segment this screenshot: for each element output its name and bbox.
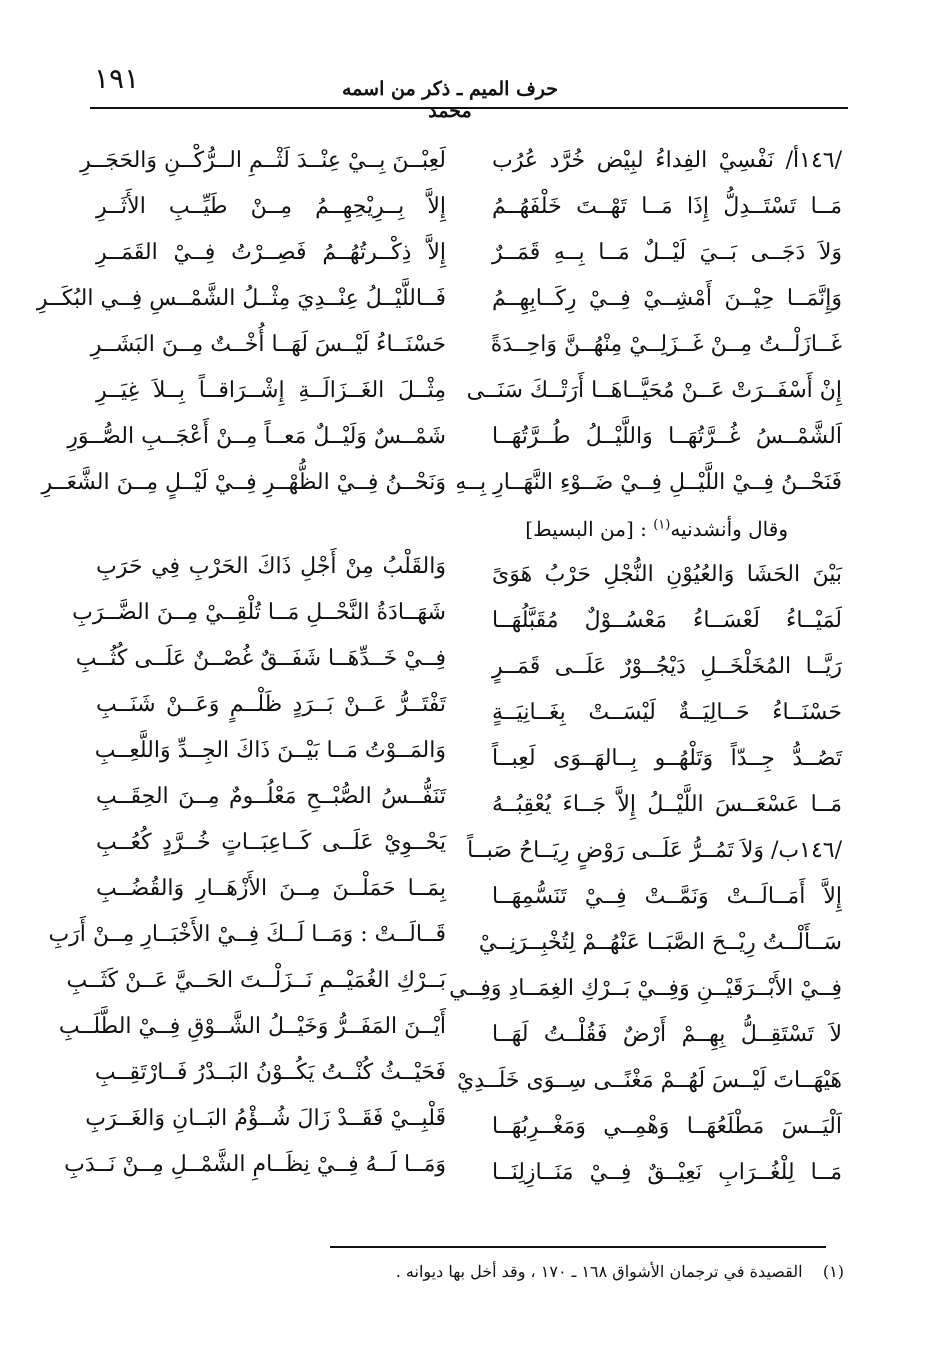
verse-hemistich: لَعِبْــنَ بِــيْ عِنْــدَ لَثْــمِ الــرُّكْــنِ وَالحَجَــرِ [80, 148, 446, 173]
verse-hemistich: اَلْيَــسَ مَطْلَعُهَــا وَهْمِــي وَمَغْــرِبُهَــا [492, 1114, 842, 1139]
left-column-poem-2 [48, 544, 446, 1188]
verse-hemistich: لاَ تَسْتَقِــلُّ بِهِــمْ أَرْضٌ فَقُلْــتُ لَهَــا [492, 1022, 842, 1047]
verse-hemistich: شَهَــادَةُ النَّحْــلِ مَــا تُلْقِــيْ مِــنَ الضَّــرَبِ [72, 600, 446, 625]
verse-hemistich: فِــيْ الأَبْــرَقَيْــنِ وَفِــيْ بَــرْكِ الغِمَــادِ وَفِــي [449, 976, 842, 1001]
verse-hemistich: /١٤٦ب/ وَلاَ تَمُــرُّ عَلَــى رَوْضٍ رِيَــاحُ صَبــاً [467, 838, 842, 863]
footnote-marker: (١) [822, 1262, 844, 1281]
verse-hemistich: حَسْنَــاءُ لَيْــسَ لَهَــا أُخْــتٌ مِــنَ البَشَــرِ [90, 332, 446, 357]
intro-meter: : [من البسيط] [525, 517, 647, 541]
verse-hemistich: بَيْنَ الحَشَا وَالعُيُوْنِ النُّجْلِ حَرْبُ هَوَىً [492, 562, 842, 587]
verse-hemistich: تَفْتَــرُّ عَــنْ بَــرَدٍ ظَلْــمٍ وَعَــنْ شَنَــبِ [96, 692, 446, 717]
verse-hemistich: بِمَــا حَمَلْــنَ مِــنَ الأَزْهَــارِ وَالقُضُــبِ [96, 876, 446, 901]
footnote-reference: (١) [653, 517, 671, 533]
verse-hemistich: لَمَيْــاءُ لَعْسَــاءُ مَعْسُــوْلٌ مُقَبَّلُهَــا [492, 608, 842, 633]
page-number: ١٩١ [94, 62, 140, 95]
verse-hemistich: فِــيْ خَــدِّهَــا شَفَــقٌ غُصْــنٌ عَلَــى كُثُــبِ [75, 646, 446, 671]
verse-hemistich: وَلاَ دَجَــى بَــيَ لَيْــلٌ مَــا بِــهِ قَمَــرٌ [492, 240, 842, 265]
verse-hemistich: سَــأَلْــتُ رِيْــحَ الصَّبَــا عَنْهُــمْ لِتُخْبِــرَنِــيْ [478, 930, 842, 955]
verse-hemistich: اَلشَّمْــسُ غُــرَّتُهَــا وَاللَّيْــلُ طُــرَّتُهَــا [492, 424, 842, 449]
verse-hemistich: تَنَفُّــسُ الصُّبْــحِ مَعْلُــومٌ مِــنَ الحِقَــبِ [96, 784, 446, 809]
verse-hemistich: إِلاَّ بِــرِيْحِهِــمُ مِــنْ طَيِّــبِ الأَثَــرِ [96, 194, 446, 219]
verse-hemistich: وَالقَلْبُ مِنْ أَجْلِ ذَاكَ الحَرْبِ فِي حَرَبِ [96, 554, 446, 579]
verse-hemistich: مَــا لِلْغُــرَابِ نَعِيْــقٌ فِــيْ مَنَــازِلِنَــا [492, 1160, 842, 1185]
verse-hemistich: مَــا تَسْتَــدِلُّ إِذَا مَــا تَهْــتَ خَلْفَهُــمُ [492, 194, 842, 219]
verse-hemistich: وَمَــا لَــهُ فِــيْ نِظَــامِ الشَّمْــلِ مِــنْ نَــدَبِ [64, 1152, 446, 1177]
verse-hemistich: يَحْــوِيْ عَلَــى كَــاعِبَــاتٍ خُــرَّدٍ كُعُــبِ [96, 830, 446, 855]
verse-hemistich: شَمْــسٌ وَلَيْــلٌ مَعــاً مِــنْ أَعْجَــبِ الصُّــوَرِ [67, 424, 446, 449]
footnote [380, 1262, 844, 1281]
verse-hemistich: مِثْــلَ الغَــزَالَــةِ إِشْــرَاقــاً بِــلاَ غِيَــرِ [96, 378, 446, 403]
verse-hemistich: حَسْنَــاءُ حَــالِيَــةٌ لَيْسَــتْ بِغَــانِيَــةٍ [492, 700, 842, 725]
verse-hemistich: تَصُــدُّ جِــدّاً وَتَلْهُــو بِــالهَــوَى لَعِبــاً [492, 746, 842, 771]
verse-hemistich: فَنَحْــنُ فِــيْ اللَّيْــلِ فِــيْ ضَــوْءِ النَّهَــارِ بِــهِ [455, 470, 842, 495]
verse-hemistich: إِنْ أَسْفَــرَتْ عَــنْ مُحَيَّــاهَــا أَرَتْــكَ سَنَــى [466, 378, 842, 403]
verse-hemistich: مَــا عَسْعَــسَ اللَّيْــلُ إِلاَّ جَــاءَ يُعْقِبُــهُ [492, 792, 842, 817]
verse-hemistich: قَــالَــتْ : وَمَــا لَــكَ فِــيْ الأَخْبَــارِ مِــنْ أَرَبِ [48, 922, 446, 947]
verse-hemistich: إِلاَّ ذِكْــرتُهُــمُ فَصِــرْتُ فِــيْ القَمَــرِ [96, 240, 446, 265]
verse-hemistich: وَالمَــوْتُ مَــا بَيْــنَ ذَاكَ الجِــدِّ وَاللَّعِــبِ [94, 738, 446, 763]
poem-intro [492, 506, 842, 552]
verse-hemistich: إِلاَّ أَمَــالَــتْ وَنَمَّــتْ فِــيْ تَنَسُّمِهَــا [492, 884, 842, 909]
verse-hemistich: /١٤٦أ/ نَفْسِيْ الفِداءُ لبِيْض خُرَّد عُرُب [492, 148, 842, 173]
left-column-poem-1 [36, 138, 446, 506]
header-rule [90, 107, 848, 109]
footnote-rule [330, 1246, 826, 1248]
verse-hemistich: وَإِنَّمَــا حِيْــنَ أَمْشِــيْ فِــيْ رِكَــابِهِــمُ [492, 286, 842, 311]
verse-hemistich: فَحَيْــثُ كُنْــتُ يَكُــوْنُ البَــدْرُ فَــارْتَقِــبِ [94, 1060, 446, 1085]
verse-hemistich: فَــاللَّيْــلُ عِنْــدِيَ مِثْــلُ الشَّمْــسِ فِــي البُكَــرِ [36, 286, 446, 311]
running-header: حرف الميم ـ ذكر من اسمه محمد [342, 78, 558, 122]
intro-text: وقال وأنشدنيه [670, 517, 788, 541]
verse-hemistich: رَيَّــا المُخَلْخَــلِ دَيْجُــوْرٌ عَلَــى قَمَــرٍ [492, 654, 842, 679]
verse-hemistich: هَيْهَــاتَ لَيْــسَ لَهُــمْ مَغْنًــى سِــوَى خَلَــدِيْ [456, 1068, 842, 1093]
footnote-text: القصيدة في ترجمان الأشواق ١٦٨ ـ ١٧٠ ، وقد أخل بها ديوانه . [395, 1262, 803, 1281]
verse-hemistich: قَلْبِــيْ فَقَــدْ زَالَ شُــؤْمُ البَــانِ وَالغَــرَبِ [85, 1106, 446, 1131]
verse-hemistich: أَيْــنَ المَفَــرُّ وَخَيْــلُ الشَّــوْقِ فِــيْ الطَّلَــبِ [58, 1014, 446, 1039]
verse-hemistich: غَــازَلْــتُ مِــنْ غَــزَلِــيْ مِنْهُــنَّ وَاحِــدَةً [490, 332, 842, 357]
right-column [449, 138, 842, 1196]
verse-hemistich: بَــرْكِ الغُمَيْــمِ نَــزَلْــتَ الحَــيَّ عَــنْ كَثَــبِ [66, 968, 446, 993]
verse-hemistich: وَنَحْــنُ فِــيْ الظُّهْــرِ فِــيْ لَيْــلٍ مِــنَ الشَّعَــرِ [41, 470, 446, 495]
